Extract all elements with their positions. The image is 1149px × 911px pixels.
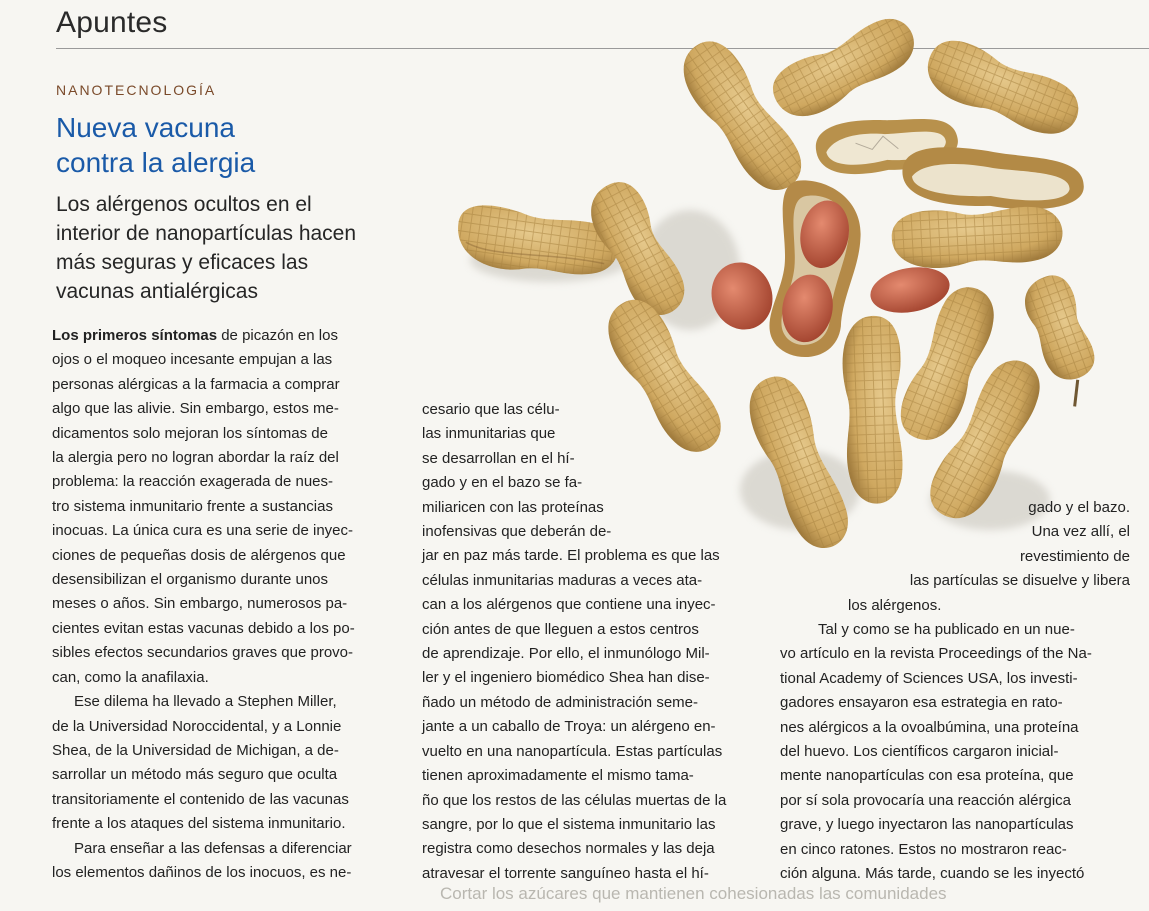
body-line: jar en paz más tarde. El problema es que las <box>422 547 720 565</box>
body-line: desensibilizan el organismo durante unos <box>52 571 329 589</box>
body-line: Ese dilema ha llevado a Stephen Miller, <box>74 693 337 711</box>
body-line: miliaricen con las proteínas <box>422 498 604 516</box>
headline-line-1: Nueva vacuna <box>56 112 236 143</box>
article-column-1 <box>52 324 355 885</box>
subhead-line-2: interior de nanopartículas hacen <box>56 222 357 245</box>
body-line: nes alérgicos a la ovoalbúmina, una proteína <box>780 718 1079 736</box>
body-line: can, como la anafilaxia. <box>52 668 209 686</box>
body-line: sibles efectos secundarios graves que provo- <box>52 644 353 662</box>
body-line: Shea, de la Universidad de Michigan, a de- <box>52 741 339 759</box>
subhead-line-3: más seguras y eficaces las <box>56 251 309 274</box>
body-line: de aprendizaje. Por ello, el inmunólogo Mil- <box>422 645 710 663</box>
body-line: jante a un caballo de Troya: un alérgeno en- <box>422 718 716 736</box>
body-line: las inmunitarias que <box>422 425 556 443</box>
body-line: Una vez allí, el <box>1031 523 1130 541</box>
lead-rest: de picazón en los <box>217 327 338 344</box>
article-column-3 <box>780 496 1130 887</box>
body-line: mente nanopartículas con esa proteína, que <box>780 767 1074 785</box>
body-line: del huevo. Los científicos cargaron inicial- <box>780 743 1059 761</box>
body-line: frente a los ataques del sistema inmunitario. <box>52 815 346 833</box>
body-line: de la Universidad Noroccidental, y a Lonnie <box>52 717 342 735</box>
body-line: sangre, por lo que el sistema inmunitario las <box>422 815 716 833</box>
body-line: grave, y luego inyectaron las nanopartículas <box>780 816 1074 834</box>
body-line: meses o años. Sin embargo, numerosos pa- <box>52 595 348 613</box>
body-line: gado y en el bazo se fa- <box>422 474 583 492</box>
body-line: ñado un método de administración seme- <box>422 693 698 711</box>
article-subhead <box>56 190 406 306</box>
body-line: Para enseñar a las defensas a diferenciar <box>74 839 352 857</box>
body-line: ción alguna. Más tarde, cuando se les inyectó <box>780 865 1085 883</box>
body-line <box>52 324 355 348</box>
body-line: dicamentos solo mejoran los síntomas de <box>52 424 328 442</box>
body-line: la alergia pero no logran abordar la raíz del <box>52 449 339 467</box>
body-line: atravesar el torrente sanguíneo hasta el hí- <box>422 864 709 882</box>
body-line: problema: la reacción exagerada de nues- <box>52 473 334 491</box>
body-line: se desarrollan en el hí- <box>422 449 575 467</box>
body-line: los elementos dañinos de los inocuos, es ne- <box>52 863 352 881</box>
article-column-2 <box>422 398 726 886</box>
body-line: cientes evitan estas vacunas debido a los po- <box>52 619 355 637</box>
body-line: células inmunitarias maduras a veces ata- <box>422 571 703 589</box>
body-line: ojos o el moqueo incesante empujan a las <box>52 351 333 369</box>
body-line: inocuas. La única cura es una serie de inyec- <box>52 522 354 540</box>
next-page-bleed-text: Cortar los azúcares que mantienen cohesionadas las comunidades <box>440 884 947 903</box>
body-line: ciones de pequeñas dosis de alérgenos que <box>52 546 346 564</box>
body-line: por sí sola provocaría una reacción alérgica <box>780 791 1071 809</box>
body-line: cesario que las célu- <box>422 401 560 418</box>
section-title: Apuntes <box>56 6 168 39</box>
body-line: revestimiento de <box>1019 547 1130 565</box>
body-line: ño que los restos de las células muertas de la <box>422 791 727 809</box>
body-line: algo que las alivie. Sin embargo, estos me- <box>52 400 339 418</box>
body-line: Tal y como se ha publicado en un nue- <box>818 621 1075 639</box>
body-line: can a los alérgenos que contiene una inyec- <box>422 596 716 614</box>
body-line: los alérgenos. <box>848 596 942 614</box>
body-line: sarrollar un método más seguro que oculta <box>52 766 338 784</box>
subhead-line-1: Los alérgenos ocultos en el <box>56 193 312 216</box>
body-line: las partículas se disuelve y libera <box>909 572 1130 590</box>
subhead-line-4: vacunas antialérgicas <box>56 280 258 303</box>
article-headline <box>56 110 386 180</box>
body-line: ción antes de que lleguen a estos centros <box>422 620 699 638</box>
body-line: tienen aproximadamente el mismo tama- <box>422 767 694 785</box>
body-line: tro sistema inmunitario frente a sustancias <box>52 497 333 515</box>
body-line: vuelto en una nanopartícula. Estas partículas <box>422 742 723 760</box>
category-kicker: NANOTECNOLOGÍA <box>56 82 217 98</box>
lead-in: Los primeros síntomas <box>52 327 218 344</box>
headline-line-2: contra la alergia <box>56 147 256 178</box>
body-line: transitoriamente el contenido de las vacunas <box>52 790 349 808</box>
body-line: registra como desechos normales y las deja <box>422 840 715 858</box>
body-line: en cinco ratones. Estos no mostraron reac- <box>780 840 1067 858</box>
body-line: gadores ensayaron esa estrategia en rato- <box>780 694 1063 712</box>
body-line: inofensivas que deberán de- <box>422 523 612 541</box>
body-line: ler y el ingeniero biomédico Shea han dise- <box>422 669 710 687</box>
body-line: vo artículo en la revista Proceedings of the Na- <box>780 645 1092 663</box>
body-line: gado y el bazo. <box>1028 499 1130 516</box>
body-line: personas alérgicas a la farmacia a comprar <box>52 375 340 393</box>
body-line: tional Academy of Sciences USA, los investi- <box>780 669 1078 687</box>
